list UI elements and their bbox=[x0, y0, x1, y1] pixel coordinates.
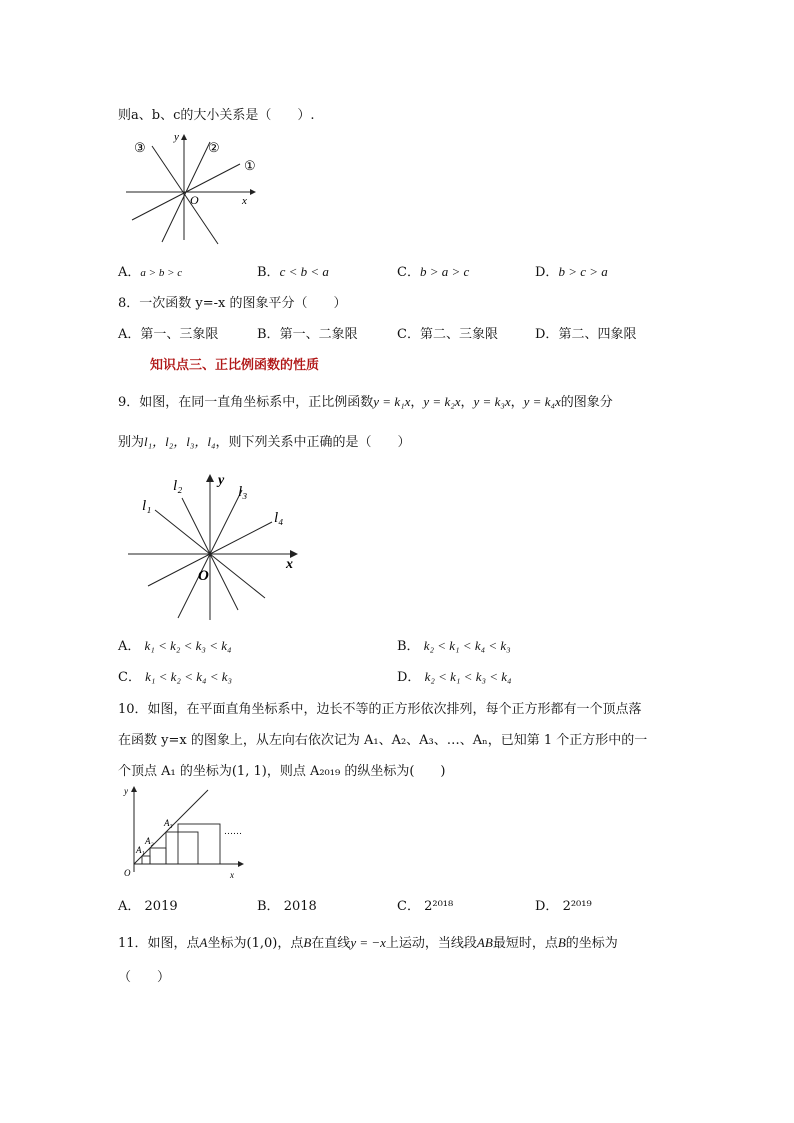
q10-line2: 在函数 y=x 的图象上，从左向右依次记为 A₁、A₂、A₃、…、Aₙ，已知第 1 个正方形中的一 bbox=[118, 733, 648, 748]
x-label: x bbox=[242, 195, 247, 207]
q10-option-a[interactable]: A． 2019 bbox=[118, 899, 178, 914]
origin-label: O bbox=[198, 568, 209, 584]
q8-stem: 8．一次函数 y=-x 的图象平分（ ） bbox=[118, 296, 347, 311]
q10-option-d[interactable]: D． 2²⁰¹⁹ bbox=[535, 899, 592, 914]
q10-option-c[interactable]: C． 2²⁰¹⁸ bbox=[397, 899, 454, 914]
q7-option-d[interactable]: D．b > c > a bbox=[535, 264, 608, 280]
x-axis-arrow bbox=[238, 861, 244, 867]
origin-label: O bbox=[190, 193, 199, 207]
x-label: x bbox=[286, 557, 293, 572]
q9-stem-line1: 9．如图，在同一直角坐标系中，正比例函数y = k₁x，y = k₂x，y = k₃x，y = k₄x的图象分 bbox=[118, 394, 613, 410]
q9-option-d[interactable]: D． k₂ < k₁ < k₃ < k₄ bbox=[397, 669, 512, 685]
q10-line3: 个顶点 A₁ 的坐标为(1, 1)，则点 A₂₀₁₉ 的纵坐标为( ) bbox=[118, 764, 446, 779]
label-dots: …… bbox=[224, 826, 242, 836]
square-1 bbox=[142, 856, 150, 864]
origin-label: O bbox=[124, 868, 131, 878]
q11-line2: （ ） bbox=[118, 970, 171, 985]
label-a3: A₃ bbox=[164, 818, 173, 828]
line-3 bbox=[152, 146, 218, 244]
label-a1: A₁ bbox=[136, 845, 145, 855]
q8-option-c[interactable]: C．第二、三象限 bbox=[397, 327, 498, 342]
q10-option-b[interactable]: B． 2018 bbox=[257, 899, 317, 914]
label-3: ③ bbox=[134, 140, 146, 155]
label-1: ① bbox=[244, 158, 256, 173]
label-l3: l₃ bbox=[238, 484, 248, 500]
y-label: y bbox=[124, 786, 128, 796]
q7-option-b[interactable]: B．c < b < a bbox=[257, 264, 329, 280]
q7-stem: 则a、b、c的大小关系是（ ）. bbox=[118, 108, 315, 123]
q7-option-c[interactable]: C．b > a > c bbox=[397, 264, 470, 280]
label-2: ② bbox=[208, 140, 220, 155]
label-l2: l₂ bbox=[173, 478, 183, 494]
square-2 bbox=[150, 848, 166, 864]
label-l4: l₄ bbox=[274, 510, 284, 526]
y-label: y bbox=[174, 131, 179, 143]
q8-option-b[interactable]: B．第一、二象限 bbox=[257, 327, 358, 342]
x-label: x bbox=[230, 870, 234, 880]
square-3 bbox=[166, 832, 198, 864]
q9-figure bbox=[120, 470, 310, 625]
q7-figure bbox=[118, 128, 268, 246]
y-axis-arrow bbox=[206, 474, 214, 482]
q9-option-b[interactable]: B． k₂ < k₁ < k₄ < k₃ bbox=[397, 638, 511, 654]
x-axis-arrow bbox=[250, 189, 256, 195]
q9-option-c[interactable]: C． k₁ < k₂ < k₄ < k₃ bbox=[118, 669, 233, 685]
q7-option-a[interactable]: A．a > b > c bbox=[118, 265, 183, 280]
square-4 bbox=[178, 824, 220, 864]
q9-stem-line2: 别为l₁，l₂，l₃，l₄，则下列关系中正确的是（ ） bbox=[118, 434, 411, 450]
section-heading: 知识点三、正比例函数的性质 bbox=[150, 358, 320, 373]
q10-line1: 10．如图，在平面直角坐标系中，边长不等的正方形依次排列，每个正方形都有一个顶点落 bbox=[118, 702, 642, 717]
q8-option-a[interactable]: A．第一、三象限 bbox=[118, 327, 219, 342]
q10-figure bbox=[118, 782, 248, 882]
q8-option-d[interactable]: D．第二、四象限 bbox=[535, 327, 637, 342]
q11-line1: 11．如图，点A坐标为(1,0)，点B在直线y = −x上运动，当线段AB最短时，点B的坐标为 bbox=[118, 935, 618, 951]
y-axis-arrow bbox=[131, 786, 137, 792]
y-label: y bbox=[218, 473, 225, 488]
y-axis-arrow bbox=[181, 134, 187, 140]
label-l1: l₁ bbox=[142, 498, 152, 514]
q9-option-a[interactable]: A． k₁ < k₂ < k₃ < k₄ bbox=[118, 638, 232, 654]
label-a2: A₂ bbox=[145, 836, 154, 846]
